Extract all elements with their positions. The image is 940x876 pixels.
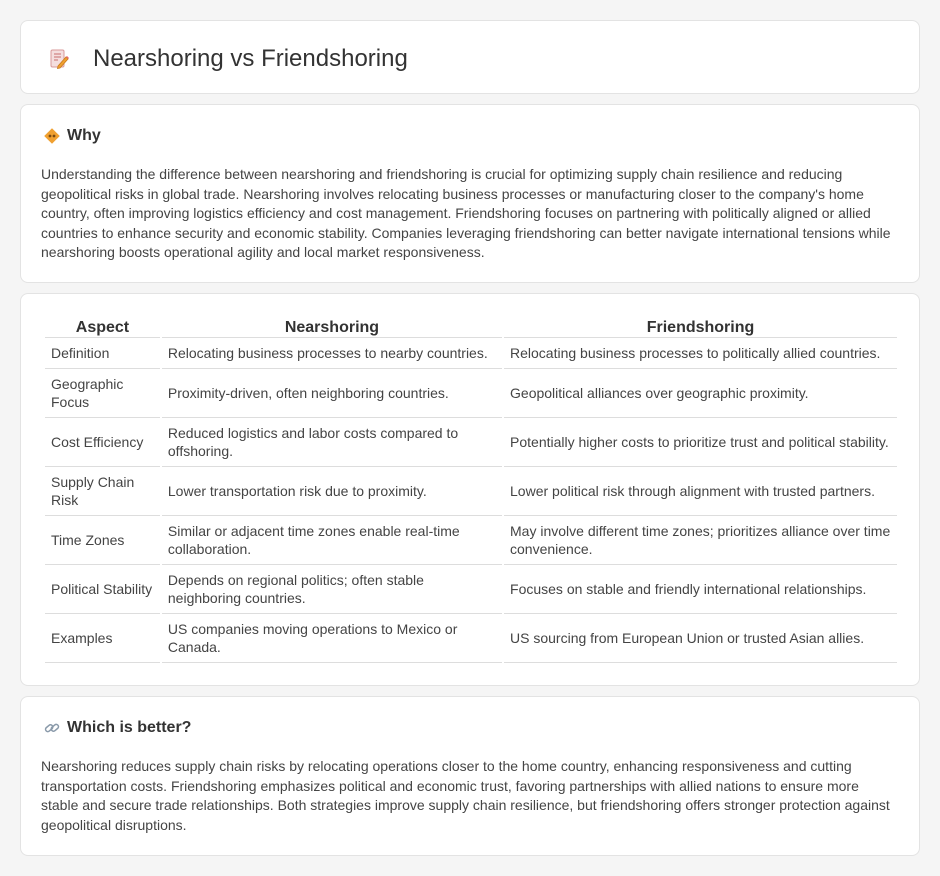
link-icon — [43, 719, 61, 737]
friendshoring-cell: Geopolitical alliances over geographic proximity. — [504, 369, 897, 418]
diamond-sign-icon — [43, 127, 61, 145]
friendshoring-cell: Lower political risk through alignment with trusted partners. — [504, 467, 897, 516]
nearshoring-cell: Reduced logistics and labor costs compared to offshoring. — [162, 418, 502, 467]
why-heading: Why — [67, 127, 101, 144]
table-header-row — [45, 316, 897, 338]
aspect-cell: Examples — [45, 614, 160, 663]
nearshoring-cell: Proximity-driven, often neighboring countries. — [162, 369, 502, 418]
comparison-table — [43, 316, 899, 663]
aspect-cell: Cost Efficiency — [45, 418, 160, 467]
friendshoring-cell: US sourcing from European Union or trusted Asian allies. — [504, 614, 897, 663]
better-heading-row — [43, 719, 191, 737]
table-row — [45, 614, 897, 663]
aspect-cell: Political Stability — [45, 565, 160, 614]
table-row — [45, 565, 897, 614]
table-row — [45, 418, 897, 467]
which-is-better-card — [20, 696, 920, 856]
why-heading-row — [43, 127, 101, 145]
nearshoring-cell: Lower transportation risk due to proximity. — [162, 467, 502, 516]
aspect-cell: Supply Chain Risk — [45, 467, 160, 516]
header-aspect: Aspect — [45, 316, 160, 338]
table-row — [45, 338, 897, 369]
aspect-cell: Definition — [45, 338, 160, 369]
aspect-cell: Time Zones — [45, 516, 160, 565]
friendshoring-cell: Relocating business processes to politically allied countries. — [504, 338, 897, 369]
table-row — [45, 516, 897, 565]
why-text: Understanding the difference between nearshoring and friendshoring is crucial for optimizing supply chain resilience and reducing geopolitical risks in global trade. Nearshoring involves relocating business processes or manufacturing closer to the company's home country, often improving logistics efficiency and cost management. Friendshoring focuses on partnering with politically aligned or allied countries to enhance security and economic stability. Companies leveraging friendshoring can better navigate international tensions while nearshoring boosts operational agility and local market responsiveness. — [41, 166, 891, 261]
nearshoring-cell: Similar or adjacent time zones enable real-time collaboration. — [162, 516, 502, 565]
better-heading: Which is better? — [67, 719, 192, 736]
header-card — [20, 20, 920, 94]
why-card — [20, 104, 920, 283]
page-title: Nearshoring vs Friendshoring — [93, 45, 408, 72]
friendshoring-cell: May involve different time zones; prioritizes alliance over time convenience. — [504, 516, 897, 565]
nearshoring-cell: US companies moving operations to Mexico or Canada. — [162, 614, 502, 663]
comparison-card — [20, 293, 920, 686]
header-nearshoring: Nearshoring — [162, 316, 502, 338]
title-row — [47, 45, 408, 73]
friendshoring-cell: Focuses on stable and friendly international relationships. — [504, 565, 897, 614]
better-text: Nearshoring reduces supply chain risks by relocating operations closer to the home country, enhancing responsiveness and cutting transportation costs. Friendshoring emphasizes political and economic trust, favoring partnerships with allied nations to ensure more stable and secure trade relationships. Both strategies improve supply chain resilience, but friendshoring offers stronger protection against geopolitical disruptions. — [41, 758, 890, 833]
document-pencil-icon — [47, 47, 71, 71]
friendshoring-cell: Potentially higher costs to prioritize trust and political stability. — [504, 418, 897, 467]
header-friendshoring: Friendshoring — [504, 316, 897, 338]
nearshoring-cell: Depends on regional politics; often stable neighboring countries. — [162, 565, 502, 614]
table-row — [45, 369, 897, 418]
table-row — [45, 467, 897, 516]
aspect-cell: Geographic Focus — [45, 369, 160, 418]
nearshoring-cell: Relocating business processes to nearby countries. — [162, 338, 502, 369]
